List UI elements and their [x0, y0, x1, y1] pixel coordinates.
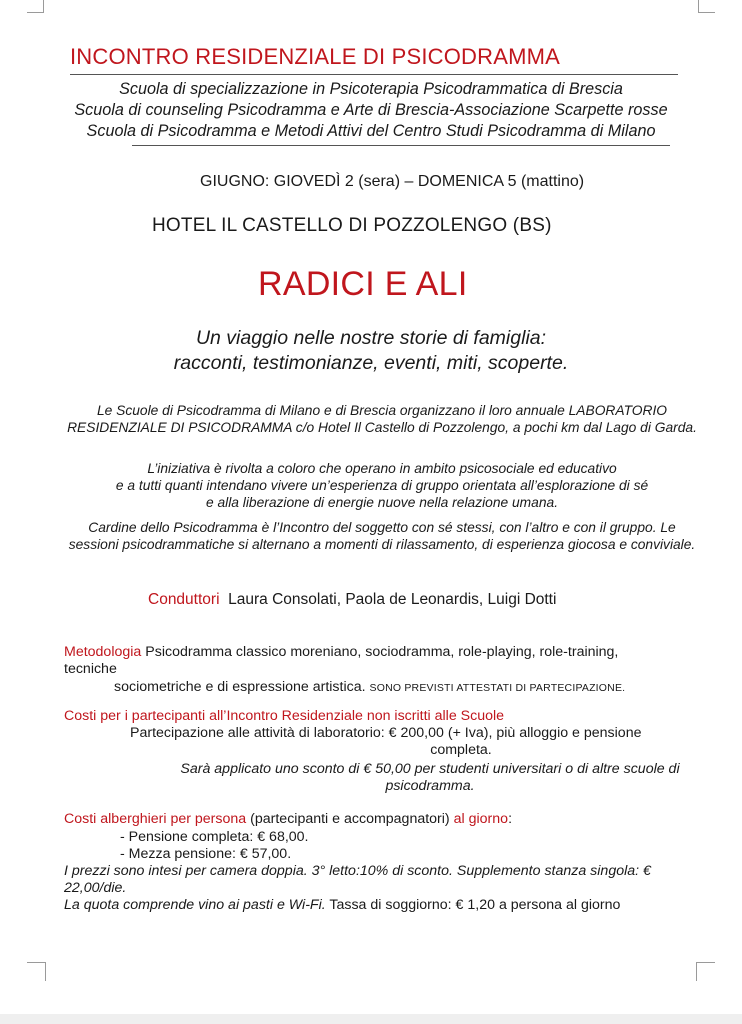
intro-line: e a tutti quanti intendano vivere un’esperienza di gruppo orientata all’esplorazione di sé: [115, 478, 649, 493]
method-line-2: tecniche: [64, 661, 117, 677]
leaders-line: [148, 591, 556, 609]
room-note: I prezzi sono intesi per camera doppia. 3° letto:10% di sconto. Supplemento stanza singola: € 22,00/die.: [64, 863, 651, 896]
hotel-costs-per-day: al giorno: [453, 811, 509, 827]
event-venue: HOTEL IL CASTELLO DI POZZOLENGO (BS): [152, 215, 552, 236]
intro-line: L’iniziativa è rivolta a coloro che operano in ambito psicosociale ed educativo: [147, 461, 617, 476]
page-title: INCONTRO RESIDENZIALE DI PSICODRAMMA: [70, 44, 561, 69]
crop-mark-bottom-left: [27, 962, 46, 981]
leaders-names: Laura Consolati, Paola de Leonardis, Luigi Dotti: [228, 591, 557, 608]
method-text: Psicodramma classico moreniano, sociodramma, role-playing, role-training,: [145, 644, 619, 660]
half-board-price: - Mezza pensione: € 57,00.: [120, 846, 292, 862]
schools-divider: [132, 145, 670, 146]
included-items: La quota comprende vino ai pasti e Wi-Fi.: [64, 897, 326, 913]
costs-line-1: Partecipazione alle attività di laboratorio: € 200,00 (+ Iva), più alloggio e pensione: [130, 725, 642, 741]
intro-paragraph-3: Cardine dello Psicodramma è l’Incontro del soggetto con sé stessi, con l’altro e con il gruppo. Le sessioni psicodrammatiche si alternano a momenti di rilassamento, di esperienza giocosa e conviviale.: [68, 520, 696, 552]
included-note: [64, 897, 620, 914]
event-subtitle: [60, 326, 682, 376]
school-line: Scuola di Psicodramma e Metodi Attivi del Centro Studi Psicodramma di Milano: [86, 122, 656, 140]
intro-paragraph-1: Le Scuole di Psicodramma di Milano e di Brescia organizzano il loro annuale LABORATORIO RESIDENZIALE DI PSICODRAMMA c/o Hotel Il Castello di Pozzolengo, a pochi km dal Lago di Garda.: [67, 403, 697, 435]
page-bottom-edge: [0, 1014, 742, 1024]
school-line: Scuola di counseling Psicodramma e Arte di Brescia-Associazione Scarpette rosse: [74, 101, 668, 119]
title-divider: [70, 74, 678, 75]
crop-mark-top-right: [698, 0, 715, 13]
costs-discount: Sarà applicato uno sconto di € 50,00 per studenti universitari o di altre scuole di psicodramma.: [180, 761, 680, 794]
costs-heading: Costi per i partecipanti all’Incontro Residenziale non iscritti alle Scuole: [64, 708, 505, 724]
method-label: Metodologia: [64, 644, 142, 660]
hotel-costs-colon: :: [508, 811, 513, 827]
full-board-price: - Pensione completa: € 68,00.: [120, 829, 309, 845]
subtitle-line: racconti, testimonianze, eventi, miti, scoperte.: [173, 352, 569, 374]
method-line-3: [114, 679, 625, 697]
costs-line-2: completa.: [430, 742, 492, 758]
intro-paragraph-2: [64, 460, 700, 511]
hotel-costs-label: Costi alberghieri per persona: [64, 811, 247, 827]
intro-line: e alla liberazione di energie nuove nella relazione umana.: [205, 495, 559, 510]
subtitle-line: Un viaggio nelle nostre storie di famiglia:: [195, 327, 547, 349]
tourist-tax: Tassa di soggiorno: € 1,20 a persona al giorno: [325, 897, 621, 913]
method-line-1: [64, 644, 618, 661]
event-headline: RADICI E ALI: [258, 265, 468, 303]
hotel-costs-heading: [64, 811, 512, 828]
crop-mark-bottom-right: [696, 962, 715, 981]
leaders-label: Conduttori: [148, 591, 220, 608]
crop-mark-top-left: [27, 0, 44, 13]
certificate-note: SONO PREVISTI ATTESTATI DI PARTECIPAZIONE.: [369, 682, 626, 694]
hotel-costs-who: (partecipanti e accompagnatori): [250, 811, 450, 827]
school-line: Scuola di specializzazione in Psicoterapia Psicodrammatica di Brescia: [119, 80, 623, 98]
event-date: GIUGNO: GIOVEDÌ 2 (sera) – DOMENICA 5 (mattino): [200, 173, 585, 190]
method-text-2: sociometriche e di espressione artistica.: [114, 679, 366, 695]
schools-list: [30, 79, 712, 142]
